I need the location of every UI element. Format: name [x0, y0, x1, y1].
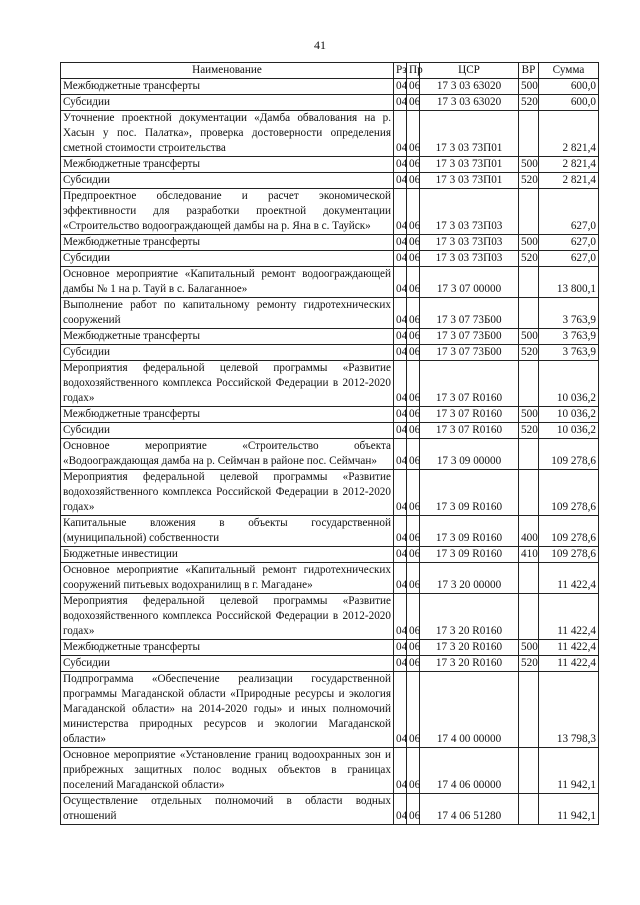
- cell-rz: 04: [394, 640, 407, 656]
- table-row: [61, 640, 599, 656]
- cell-pr: 06: [407, 547, 420, 563]
- cell-csr: 17 3 03 63020: [420, 95, 519, 111]
- cell-name: Межбюджетные трансферты: [61, 407, 394, 423]
- cell-csr: 17 3 09 R0160: [420, 470, 519, 516]
- cell-name: Капитальные вложения в объекты государственной (муниципальной) собственности: [61, 516, 394, 547]
- cell-rz: 04: [394, 361, 407, 407]
- cell-vr: 520: [519, 345, 539, 361]
- cell-name: Субсидии: [61, 173, 394, 189]
- cell-vr: [519, 189, 539, 235]
- cell-rz: 04: [394, 516, 407, 547]
- table-row: [61, 361, 599, 407]
- cell-vr: 500: [519, 407, 539, 423]
- cell-vr: 500: [519, 157, 539, 173]
- cell-vr: [519, 672, 539, 748]
- cell-name: Субсидии: [61, 95, 394, 111]
- cell-vr: [519, 111, 539, 157]
- column-header-sum: Сумма: [539, 63, 599, 79]
- cell-csr: 17 3 07 73Б00: [420, 298, 519, 329]
- cell-vr: [519, 439, 539, 470]
- cell-name: Субсидии: [61, 345, 394, 361]
- cell-csr: 17 3 20 R0160: [420, 640, 519, 656]
- cell-sum: 2 821,4: [539, 111, 599, 157]
- cell-sum: 13 798,3: [539, 672, 599, 748]
- column-header-rz: Рз: [394, 63, 407, 79]
- cell-csr: 17 3 03 73П01: [420, 157, 519, 173]
- cell-name: Подпрограмма «Обеспечение реализации государственной программы Магаданской области «Природные ресурсы и экология Магаданской области» на 2014-2020 годы» и иных полномочий министерства природных ресурсов и экологии Магаданской области»: [61, 672, 394, 748]
- table-row: [61, 298, 599, 329]
- cell-pr: 06: [407, 329, 420, 345]
- cell-csr: 17 3 09 00000: [420, 439, 519, 470]
- cell-csr: 17 3 20 R0160: [420, 594, 519, 640]
- cell-rz: 04: [394, 157, 407, 173]
- cell-rz: 04: [394, 423, 407, 439]
- cell-name: Предпроектное обследование и расчет экономической эффективности для разработки проектной документации «Строительство водоограждающей дамбы на р. Яна в с. Тауйск»: [61, 189, 394, 235]
- cell-sum: 109 278,6: [539, 547, 599, 563]
- cell-vr: [519, 563, 539, 594]
- cell-pr: 06: [407, 235, 420, 251]
- column-header-csr: ЦСР: [420, 63, 519, 79]
- table-row: [61, 439, 599, 470]
- cell-rz: 04: [394, 251, 407, 267]
- cell-vr: 500: [519, 640, 539, 656]
- cell-rz: 04: [394, 95, 407, 111]
- page-number: 41: [314, 38, 326, 52]
- cell-sum: 11 942,1: [539, 748, 599, 794]
- cell-pr: 06: [407, 594, 420, 640]
- cell-pr: 06: [407, 407, 420, 423]
- cell-rz: 04: [394, 794, 407, 825]
- cell-pr: 06: [407, 95, 420, 111]
- cell-rz: 04: [394, 267, 407, 298]
- cell-sum: 627,0: [539, 251, 599, 267]
- cell-vr: 410: [519, 547, 539, 563]
- cell-pr: 06: [407, 439, 420, 470]
- table-row: [61, 656, 599, 672]
- cell-pr: 06: [407, 672, 420, 748]
- cell-vr: [519, 298, 539, 329]
- cell-sum: 3 763,9: [539, 329, 599, 345]
- cell-sum: 627,0: [539, 189, 599, 235]
- cell-vr: [519, 267, 539, 298]
- cell-name: Субсидии: [61, 423, 394, 439]
- cell-csr: 17 3 07 73Б00: [420, 345, 519, 361]
- column-header-name: Наименование: [61, 63, 394, 79]
- cell-pr: 06: [407, 157, 420, 173]
- table-row: [61, 470, 599, 516]
- cell-csr: 17 3 07 R0160: [420, 361, 519, 407]
- cell-sum: 627,0: [539, 235, 599, 251]
- cell-csr: 17 3 09 R0160: [420, 516, 519, 547]
- cell-name: Уточнение проектной документации «Дамба обвалования на р. Хасын у пос. Палатка», проверка достоверности определения сметной стоимости строительства: [61, 111, 394, 157]
- table-row: [61, 267, 599, 298]
- cell-rz: 04: [394, 439, 407, 470]
- cell-vr: 500: [519, 79, 539, 95]
- cell-sum: 11 422,4: [539, 594, 599, 640]
- cell-name: Субсидии: [61, 251, 394, 267]
- table-header: [61, 63, 599, 79]
- cell-rz: 04: [394, 298, 407, 329]
- cell-csr: 17 3 03 73П03: [420, 251, 519, 267]
- cell-name: Мероприятия федеральной целевой программы «Развитие водохозяйственного комплекса Российской Федерации в 2012-2020 годах»: [61, 594, 394, 640]
- budget-table: [60, 62, 599, 825]
- cell-csr: 17 4 06 00000: [420, 748, 519, 794]
- cell-vr: [519, 748, 539, 794]
- cell-csr: 17 3 03 73П01: [420, 111, 519, 157]
- cell-sum: 10 036,2: [539, 407, 599, 423]
- cell-csr: 17 3 03 73П03: [420, 189, 519, 235]
- cell-name: Мероприятия федеральной целевой программы «Развитие водохозяйственного комплекса Российской Федерации в 2012-2020 годах»: [61, 361, 394, 407]
- cell-rz: 04: [394, 79, 407, 95]
- cell-name: Бюджетные инвестиции: [61, 547, 394, 563]
- table-row: [61, 189, 599, 235]
- cell-rz: 04: [394, 594, 407, 640]
- cell-vr: 500: [519, 329, 539, 345]
- cell-sum: 11 422,4: [539, 563, 599, 594]
- cell-name: Межбюджетные трансферты: [61, 329, 394, 345]
- table-row: [61, 157, 599, 173]
- cell-rz: 04: [394, 656, 407, 672]
- cell-name: Осуществление отдельных полномочий в области водных отношений: [61, 794, 394, 825]
- cell-pr: 06: [407, 111, 420, 157]
- table-row: [61, 563, 599, 594]
- cell-rz: 04: [394, 189, 407, 235]
- cell-sum: 2 821,4: [539, 173, 599, 189]
- cell-csr: 17 3 20 R0160: [420, 656, 519, 672]
- cell-pr: 06: [407, 267, 420, 298]
- cell-pr: 06: [407, 361, 420, 407]
- cell-pr: 06: [407, 298, 420, 329]
- cell-csr: 17 3 03 73П03: [420, 235, 519, 251]
- cell-pr: 06: [407, 423, 420, 439]
- table-row: [61, 345, 599, 361]
- cell-vr: 400: [519, 516, 539, 547]
- cell-sum: 2 821,4: [539, 157, 599, 173]
- cell-vr: 520: [519, 173, 539, 189]
- column-header-pr: Пр: [407, 63, 420, 79]
- cell-pr: 06: [407, 189, 420, 235]
- cell-vr: 520: [519, 656, 539, 672]
- cell-rz: 04: [394, 563, 407, 594]
- table-row: [61, 111, 599, 157]
- cell-csr: 17 3 03 63020: [420, 79, 519, 95]
- cell-sum: 3 763,9: [539, 345, 599, 361]
- cell-csr: 17 3 20 00000: [420, 563, 519, 594]
- cell-pr: 06: [407, 656, 420, 672]
- table-row: [61, 672, 599, 748]
- table-row: [61, 95, 599, 111]
- table-row: [61, 329, 599, 345]
- cell-rz: 04: [394, 547, 407, 563]
- table-body: [61, 79, 599, 825]
- cell-csr: 17 3 07 R0160: [420, 423, 519, 439]
- table-row: [61, 251, 599, 267]
- cell-name: Основное мероприятие «Капитальный ремонт гидротехнических сооружений питьевых водохранилищ в г. Магадане»: [61, 563, 394, 594]
- cell-sum: 109 278,6: [539, 470, 599, 516]
- cell-vr: 520: [519, 423, 539, 439]
- table-row: [61, 173, 599, 189]
- cell-csr: 17 3 09 R0160: [420, 547, 519, 563]
- cell-name: Выполнение работ по капитальному ремонту гидротехнических сооружений: [61, 298, 394, 329]
- cell-name: Межбюджетные трансферты: [61, 79, 394, 95]
- cell-rz: 04: [394, 235, 407, 251]
- cell-sum: 10 036,2: [539, 361, 599, 407]
- cell-name: Мероприятия федеральной целевой программы «Развитие водохозяйственного комплекса Российской Федерации в 2012-2020 годах»: [61, 470, 394, 516]
- cell-sum: 109 278,6: [539, 516, 599, 547]
- table-row: [61, 79, 599, 95]
- cell-name: Межбюджетные трансферты: [61, 157, 394, 173]
- cell-sum: 109 278,6: [539, 439, 599, 470]
- cell-vr: 520: [519, 95, 539, 111]
- cell-csr: 17 3 07 73Б00: [420, 329, 519, 345]
- cell-sum: 3 763,9: [539, 298, 599, 329]
- cell-csr: 17 3 07 R0160: [420, 407, 519, 423]
- cell-csr: 17 4 00 00000: [420, 672, 519, 748]
- table-row: [61, 423, 599, 439]
- table-row: [61, 594, 599, 640]
- cell-rz: 04: [394, 329, 407, 345]
- cell-name: Основное мероприятие «Установление границ водоохранных зон и прибрежных защитных полос водных объектов в границах поселений Магаданской области»: [61, 748, 394, 794]
- cell-pr: 06: [407, 640, 420, 656]
- cell-pr: 06: [407, 563, 420, 594]
- table-row: [61, 235, 599, 251]
- cell-pr: 06: [407, 470, 420, 516]
- cell-pr: 06: [407, 173, 420, 189]
- cell-vr: [519, 794, 539, 825]
- cell-sum: 10 036,2: [539, 423, 599, 439]
- cell-pr: 06: [407, 516, 420, 547]
- cell-rz: 04: [394, 345, 407, 361]
- cell-sum: 600,0: [539, 95, 599, 111]
- header-row: [61, 63, 599, 79]
- cell-vr: [519, 361, 539, 407]
- cell-vr: 520: [519, 251, 539, 267]
- cell-sum: 600,0: [539, 79, 599, 95]
- cell-name: Субсидии: [61, 656, 394, 672]
- cell-sum: 13 800,1: [539, 267, 599, 298]
- cell-sum: 11 422,4: [539, 640, 599, 656]
- cell-name: Межбюджетные трансферты: [61, 640, 394, 656]
- cell-csr: 17 4 06 51280: [420, 794, 519, 825]
- cell-name: Основное мероприятие «Капитальный ремонт водоограждающей дамбы № 1 на р. Тауй в с. Балаганное»: [61, 267, 394, 298]
- cell-csr: 17 3 03 73П01: [420, 173, 519, 189]
- cell-rz: 04: [394, 470, 407, 516]
- cell-pr: 06: [407, 748, 420, 794]
- cell-pr: 06: [407, 794, 420, 825]
- cell-rz: 04: [394, 173, 407, 189]
- cell-csr: 17 3 07 00000: [420, 267, 519, 298]
- cell-rz: 04: [394, 748, 407, 794]
- table-row: [61, 516, 599, 547]
- cell-rz: 04: [394, 111, 407, 157]
- column-header-vr: ВР: [519, 63, 539, 79]
- cell-vr: 500: [519, 235, 539, 251]
- cell-pr: 06: [407, 251, 420, 267]
- cell-rz: 04: [394, 672, 407, 748]
- table-row: [61, 547, 599, 563]
- cell-pr: 06: [407, 345, 420, 361]
- cell-sum: 11 422,4: [539, 656, 599, 672]
- cell-rz: 04: [394, 407, 407, 423]
- cell-pr: 06: [407, 79, 420, 95]
- cell-vr: [519, 594, 539, 640]
- cell-vr: [519, 470, 539, 516]
- table-row: [61, 794, 599, 825]
- table-row: [61, 407, 599, 423]
- cell-name: Основное мероприятие «Строительство объекта «Водоограждающая дамба на р. Сеймчан в районе пос. Сеймчан»: [61, 439, 394, 470]
- table-row: [61, 748, 599, 794]
- cell-sum: 11 942,1: [539, 794, 599, 825]
- cell-name: Межбюджетные трансферты: [61, 235, 394, 251]
